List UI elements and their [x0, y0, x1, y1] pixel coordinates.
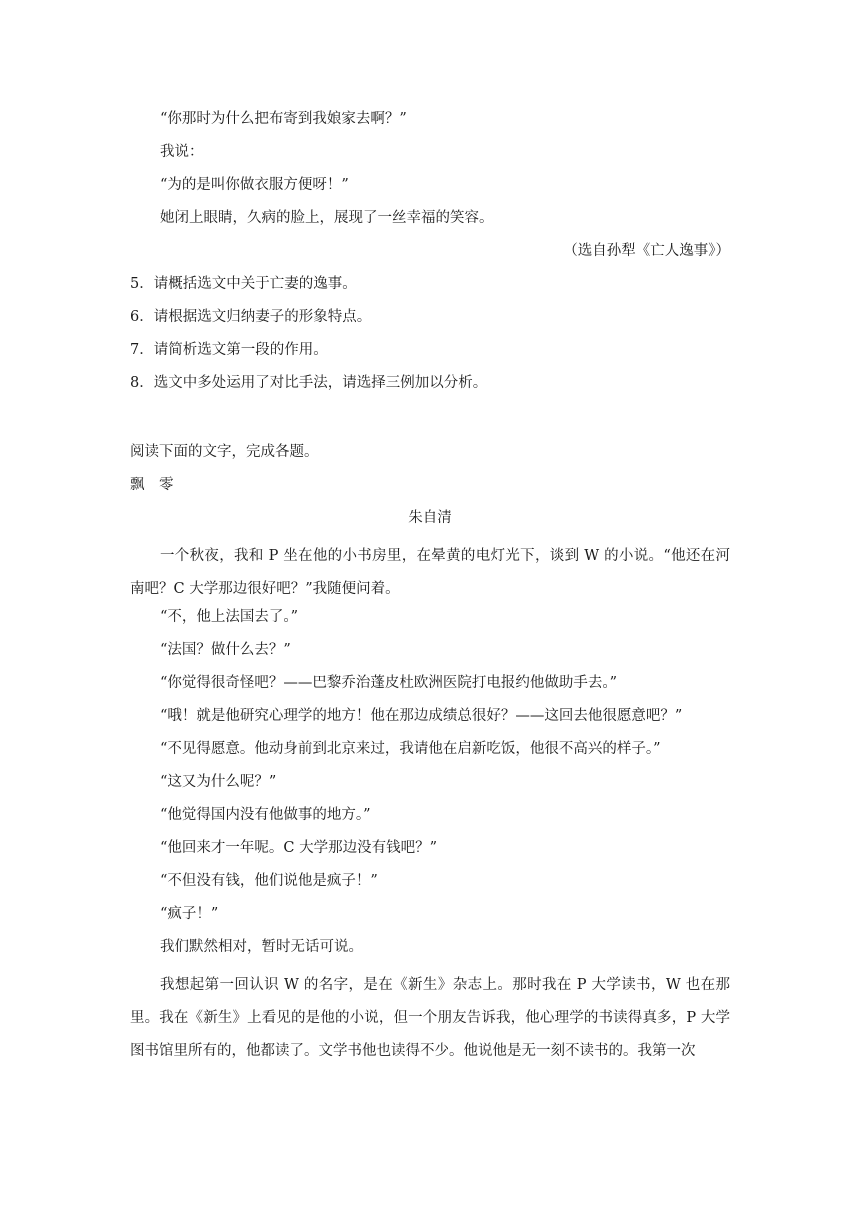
dialogue-line: “这又为什么呢？” [160, 774, 277, 790]
story-paragraph: 一个秋夜，我和 P 坐在他的小书房里，在晕黄的电灯光下，谈到 W 的小说。“他还在河南吧？C 大学那边很好吧？”我随便问着。 [130, 548, 730, 597]
dialogue-line: “不但没有钱，他们说他是疯子！” [160, 873, 378, 889]
excerpt-line: “为的是叫你做衣服方便呀！” [160, 177, 349, 193]
question-6: 6．请根据选文归纳妻子的形象特点。 [130, 309, 372, 325]
dialogue-line: “他回来才一年呢。C 大学那边没有钱吧？” [160, 840, 438, 856]
question-8: 8．选文中多处运用了对比手法，请选择三例加以分析。 [130, 375, 488, 391]
document-page [130, 108, 730, 1068]
dialogue-line: “疯子！” [160, 906, 219, 922]
question-5: 5．请概括选文中关于亡妻的逸事。 [130, 276, 357, 292]
excerpt-line: 她闭上眼睛，久病的脸上，展现了一丝幸福的笑容。 [160, 210, 494, 226]
section-spacer [130, 405, 730, 441]
dialogue-line: “不见得愿意。他动身前到北京来过，我请他在启新吃饭，他很不高兴的样子。” [160, 741, 661, 757]
excerpt-line: 我说： [160, 144, 204, 160]
dialogue-line: “你觉得很奇怪吧？——巴黎乔治蓬皮杜欧洲医院打电报约他做助手去。” [160, 675, 618, 691]
story-title: 飘 零 [130, 477, 174, 493]
excerpt-line: “你那时为什么把布寄到我娘家去啊？” [160, 111, 407, 127]
dialogue-line: “法国？做什么去？” [160, 642, 291, 658]
story-paragraph: 我想起第一回认识 W 的名字，是在《新生》杂志上。那时我在 P 大学读书，W 也在那里。我在《新生》上看见的是他的小说，但一个朋友告诉我，他心理学的书读得真多，P 大学图书馆里所有的，他都读了。文学书他也读得不少。他说他是无一刻不读书的。我第一次 [130, 977, 730, 1059]
dialogue-line: “他觉得国内没有他做事的地方。” [160, 807, 371, 823]
dialogue-line: “不，他上法国去了。” [160, 609, 299, 625]
excerpt-source: （选自孙犁《亡人逸事》） [563, 243, 730, 259]
dialogue-line: 我们默然相对，暂时无话可说。 [160, 939, 363, 955]
dialogue-line: “哦！就是他研究心理学的地方！他在那边成绩总很好？——这回去他很愿意吧？” [160, 708, 683, 724]
story-author: 朱自清 [408, 510, 452, 526]
question-7: 7．请简析选文第一段的作用。 [130, 342, 328, 358]
reading-instruction: 阅读下面的文字，完成各题。 [130, 444, 319, 460]
